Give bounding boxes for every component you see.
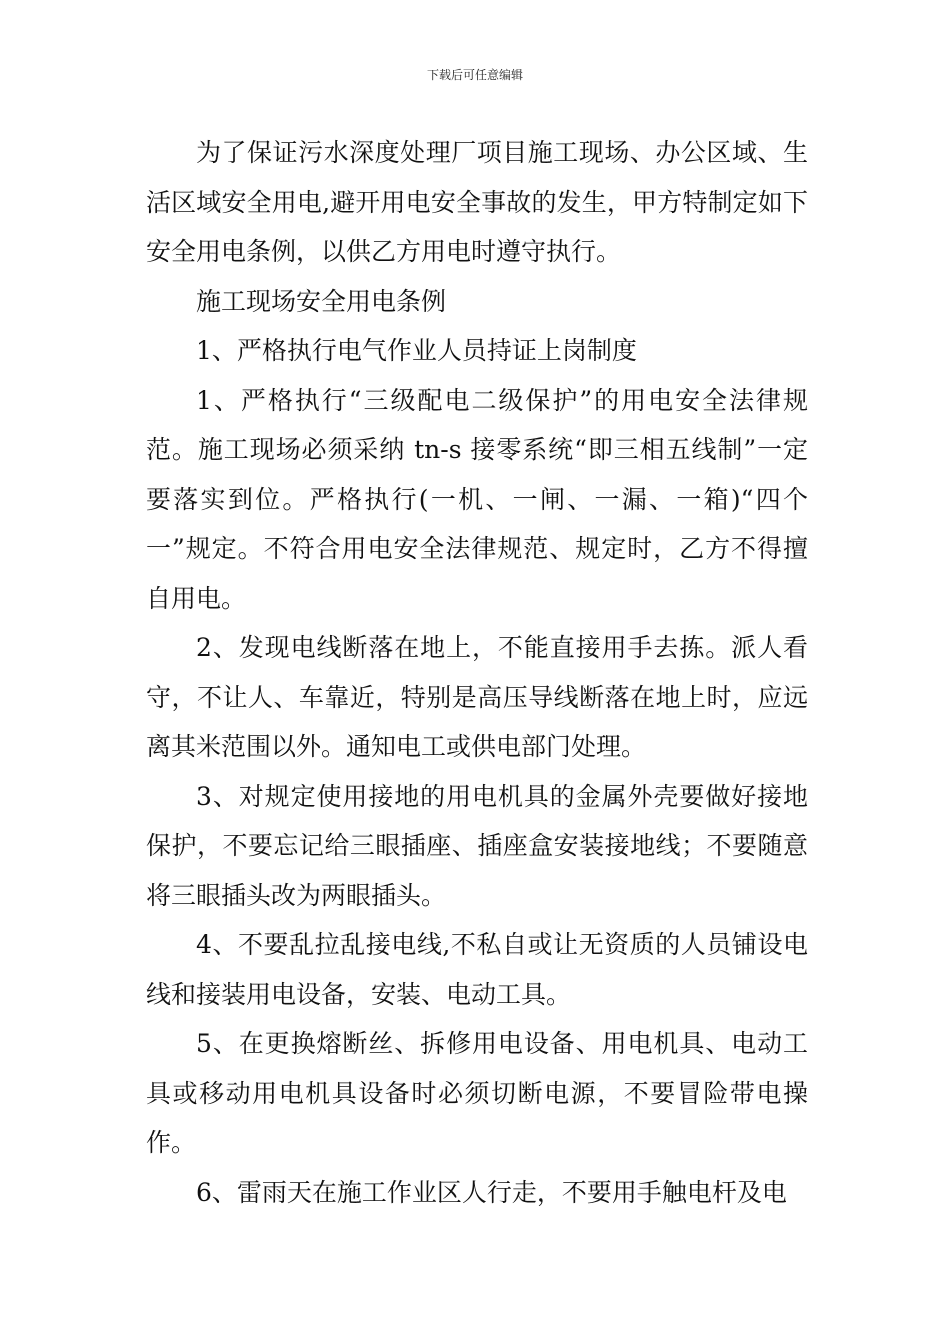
page-header: 下载后可任意编辑 (426, 68, 523, 82)
intro-paragraph: 为了保证污水深度处理厂项目施工现场、办公区域、生活区域安全用电,避开用电安全事故的发生，甲方特制定如下安全用电条例，以供乙方用电时遵守执行。 (146, 138, 808, 266)
rule-paragraph-6: 6、雷雨天在施工作业区人行走，不要用手触电杆及电 (196, 1177, 787, 1207)
rule-paragraph-2: 2、发现电线断落在地上，不能直接用手去拣。派人看守，不让人、车靠近，特别是高压导线断落在地上时，应远离其米范围以外。通知电工或供电部门处理。 (146, 633, 808, 761)
rule-paragraph-1: 1、严格执行“三级配电二级保护”的用电安全法律规范。施工现场必须采纳 tn-s 接零系统“即三相五线制”一定要落实到位。严格执行(一机、一闸、一漏、一箱)“四个一”规定。不符合用电安全法律规范、规定时，乙方不得擅自用电。 (146, 385, 808, 613)
rule-heading-1: 1、严格执行电气作业人员持证上岗制度 (196, 336, 637, 365)
rule-paragraph-3: 3、对规定使用接地的用电机具的金属外壳要做好接地保护，不要忘记给三眼插座、插座盒安装接地线；不要随意将三眼插头改为两眼插头。 (146, 781, 808, 910)
rule-paragraph-5: 5、在更换熔断丝、拆修用电设备、用电机具、电动工具或移动用电机具设备时必须切断电源，不要冒险带电操作。 (146, 1029, 808, 1157)
section-title: 施工现场安全用电条例 (196, 286, 447, 316)
rule-paragraph-4: 4、不要乱拉乱接电线,不私自或让无资质的人员铺设电线和接装用电设备，安装、电动工具。 (146, 930, 808, 1009)
document-body (146, 128, 808, 1217)
